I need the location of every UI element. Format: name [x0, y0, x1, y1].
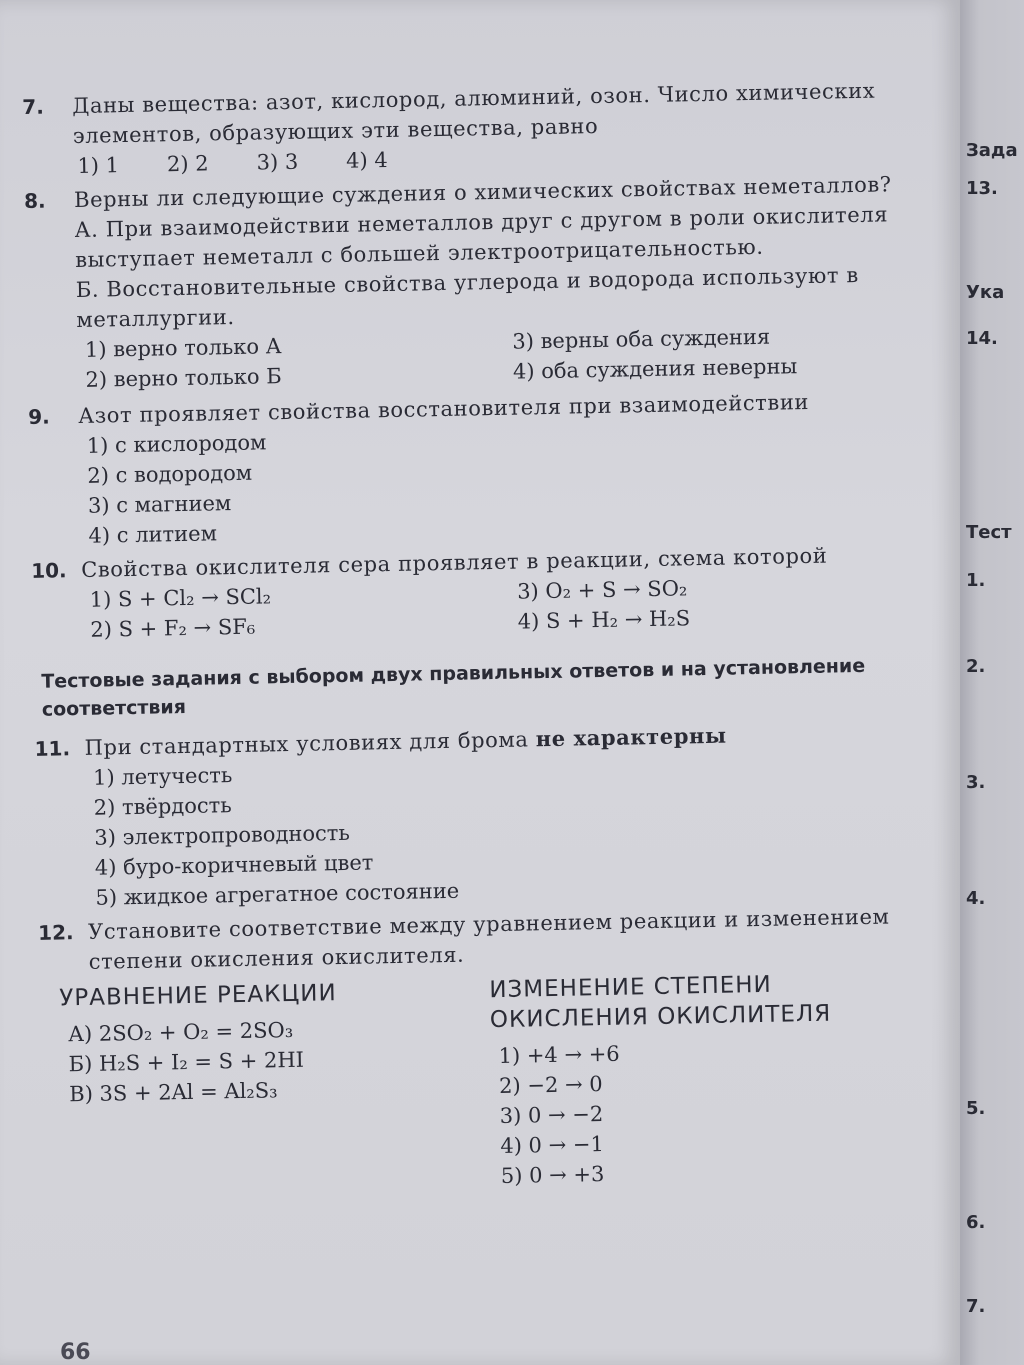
equations-column [59, 975, 493, 1199]
question-text: Свойства окислителя сера проявляет в реакции, схема которой [80, 543, 828, 582]
question-12 [38, 900, 944, 977]
change-item: 2) −2 → 0 [498, 1072, 603, 1099]
answer-option: 3) O₂ + S → SO₂ [516, 576, 688, 604]
answer-option: 2) с водородом [87, 460, 253, 488]
answer-option: 2) твёрдость [93, 793, 232, 820]
edge-text: 6. [966, 1212, 986, 1233]
answer-option: 1) 1 [77, 153, 120, 178]
equation-item: В) 3S + 2Al = Al₂S₃ [69, 1078, 278, 1107]
page-number: 66 [60, 1340, 91, 1365]
question-text: Верны ли следующие суждения о химических свойствах неметаллов? [73, 172, 892, 213]
question-8 [24, 169, 933, 396]
column-header: ИЗМЕНЕНИЕ СТЕПЕНИ ОКИСЛЕНИЯ ОКИСЛИТЕЛЯ [489, 971, 832, 1034]
question-text-main: При стандартных условиях для брома [84, 727, 529, 760]
question-7 [22, 75, 929, 182]
statement-b: Б. Восстановительные свойства углерода и водорода используют в металлургии. [75, 262, 859, 332]
answer-option: 1) с кислородом [86, 430, 267, 458]
change-item: 4) 0 → −1 [500, 1132, 605, 1159]
question-number: 10. [30, 558, 67, 583]
edge-text: 7. [966, 1296, 986, 1317]
change-item: 3) 0 → −2 [499, 1102, 604, 1129]
answer-option: 2) S + F₂ → SF₆ [90, 614, 256, 642]
answer-option: 4) буро-коричневый цвет [94, 850, 374, 880]
answer-option: 1) верно только А [84, 334, 282, 362]
question-number: 12. [37, 920, 74, 945]
answer-option: 2) верно только Б [85, 364, 282, 392]
question-text-emphasis: не характерны [535, 722, 727, 752]
column-header: УРАВНЕНИЕ РЕАКЦИИ [59, 980, 337, 1012]
section-heading: Тестовые задания с выбором двух правильных ответов и на установление соответствия [41, 654, 866, 721]
answer-option: 3) электропроводность [94, 820, 351, 850]
page-content [22, 75, 948, 1200]
question-number: 11. [34, 736, 71, 761]
edge-text: Ука [966, 282, 1005, 303]
answer-option: 2) 2 [166, 151, 209, 177]
statement-a: А. При взаимодействии неметаллов друг с другом в роли окислителя выступает неметалл с большей электроотрицательностью. [74, 202, 889, 273]
edge-text: 3. [966, 772, 986, 793]
change-item: 1) +4 → +6 [498, 1041, 620, 1069]
question-11 [34, 717, 942, 914]
edge-text: 1. [966, 570, 986, 591]
question-text: Даны вещества: азот, кислород, алюминий, озон. Число химических элементов, образующих эти вещества, равно [72, 78, 876, 149]
next-page-edge [960, 0, 1024, 1365]
change-item: 5) 0 → +3 [500, 1162, 605, 1189]
edge-text: Зада [966, 140, 1018, 161]
answer-option: 4) 4 [345, 147, 388, 173]
question-text: Азот проявляет свойства восстановителя при взаимодействии [77, 389, 810, 428]
question-9 [28, 385, 936, 552]
matching-table [39, 966, 948, 1199]
edge-text: Тест [966, 522, 1012, 543]
question-number: 9. [28, 404, 50, 429]
question-text: Установите соответствие между уравнением реакции и изменением степени окисления окислителя. [87, 904, 890, 974]
edge-text: 2. [966, 656, 986, 677]
edge-text: 5. [966, 1098, 986, 1119]
answer-option: 5) жидкое агрегатное состояние [95, 878, 460, 910]
equation-item: Б) H₂S + I₂ = S + 2HI [68, 1047, 305, 1077]
question-number: 7. [22, 94, 45, 119]
answer-option: 3) с магнием [87, 491, 232, 518]
question-10 [31, 539, 938, 646]
edge-text: 13. [966, 178, 998, 199]
answer-option: 3) 3 [256, 149, 299, 175]
answer-option: 1) S + Cl₂ → SCl₂ [89, 584, 272, 612]
edge-text: 4. [966, 888, 986, 909]
answer-option: 4) S + H₂ → H₂S [517, 606, 691, 634]
answer-option: 3) верны оба суждения [512, 324, 771, 354]
edge-text: 14. [966, 328, 998, 349]
equation-item: А) 2SO₂ + O₂ = 2SO₃ [67, 1017, 294, 1047]
question-number: 8. [23, 188, 46, 213]
answer-option: 4) с литием [88, 521, 218, 548]
answer-option: 4) оба суждения неверны [512, 354, 798, 384]
answer-option: 1) летучесть [92, 763, 233, 790]
oxidation-change-column [489, 967, 913, 1191]
